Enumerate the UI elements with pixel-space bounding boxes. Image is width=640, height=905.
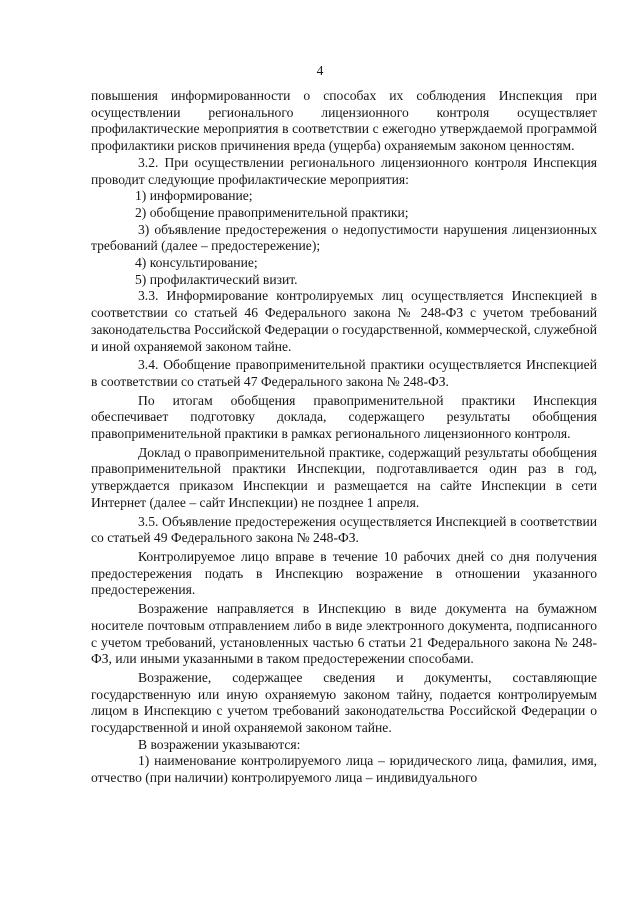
paragraph-objection-secret: Возражение, содержащее сведения и документы, составляющие государственную или иную охраняемую законом тайну, подается контролируемым лицом в Инспекцию с учетом требований законодательства Российской Федерации о государственной и иной охраняемой законом тайне.: [91, 669, 597, 736]
list-item-informing: 1) информирование;: [135, 188, 253, 204]
list-item-visit: 5) профилактический визит.: [135, 271, 298, 287]
paragraph-report-preparation: По итогам обобщения правоприменительной практики Инспекция обеспечивает подготовку доклада, содержащего результаты обобщения правоприменительной практики в рамках регионального лицензионного контроля.: [91, 392, 597, 442]
paragraph-intro-continuation: повышения информированности о способах их соблюдения Инспекция при осуществлении регионального лицензионного контроля осуществляет профилактические мероприятия в соответствии с ежегодно утверждаемой программой профилактики рисков причинения вреда (ущерба) охраняемым законом ценностям.: [91, 88, 597, 154]
document-body: [91, 88, 597, 787]
paragraph-3-5: 3.5. Объявление предостережения осуществляется Инспекцией в соответствии со статьей 49 Федерального закона № 248-ФЗ.: [91, 513, 597, 546]
paragraph-3-2: 3.2. При осуществлении регионального лицензионного контроля Инспекция проводит следующие профилактические мероприятия:: [91, 154, 597, 187]
paragraph-report-publication: Доклад о правоприменительной практике, содержащий результаты обобщения правоприменительной практики Инспекции, подготавливается один раз в год, утверждается приказом Инспекции и размещается на сайте Инспекции в сети Интернет (далее – сайт Инспекции) не позднее 1 апреля.: [91, 444, 597, 510]
paragraph-objection-contents: В возражении указываются:: [138, 736, 301, 752]
paragraph-objection-submission: Возражение направляется в Инспекцию в виде документа на бумажном носителе почтовым отправлением либо в виде электронного документа, подписанного с учетом требований, установленных частью 6 статьи 21 Федерального закона № 248-ФЗ, или иными указанными в таком предостережении способами.: [91, 601, 597, 667]
page-number: 4: [316, 63, 324, 78]
list-item-consulting: 4) консультирование;: [135, 255, 258, 271]
paragraph-3-3: 3.3. Информирование контролируемых лиц осуществляется Инспекцией в соответствии со статьей 46 Федерального закона № 248-ФЗ с учетом требований законодательства Российской Федерации о государственной, коммерческой, служебной и иной охраняемой законом тайне.: [91, 288, 597, 354]
list-item-generalization: 2) обобщение правоприменительной практики;: [135, 204, 409, 220]
paragraph-objection-right: Контролируемое лицо вправе в течение 10 рабочих дней со дня получения предостережения подать в Инспекцию возражение в отношении указанного предостережения.: [91, 548, 597, 598]
list-item-warning: 3) объявление предостережения о недопустимости нарушения лицензионных требований (далее – предостережение);: [91, 221, 597, 254]
paragraph-3-4: 3.4. Обобщение правоприменительной практики осуществляется Инспекцией в соответствии со статьей 47 Федерального закона № 248-ФЗ.: [91, 357, 597, 389]
list-item-name: 1) наименование контролируемого лица – юридического лица, фамилия, имя, отчество (при наличии) контролируемого лица – индивидуального: [91, 753, 597, 786]
